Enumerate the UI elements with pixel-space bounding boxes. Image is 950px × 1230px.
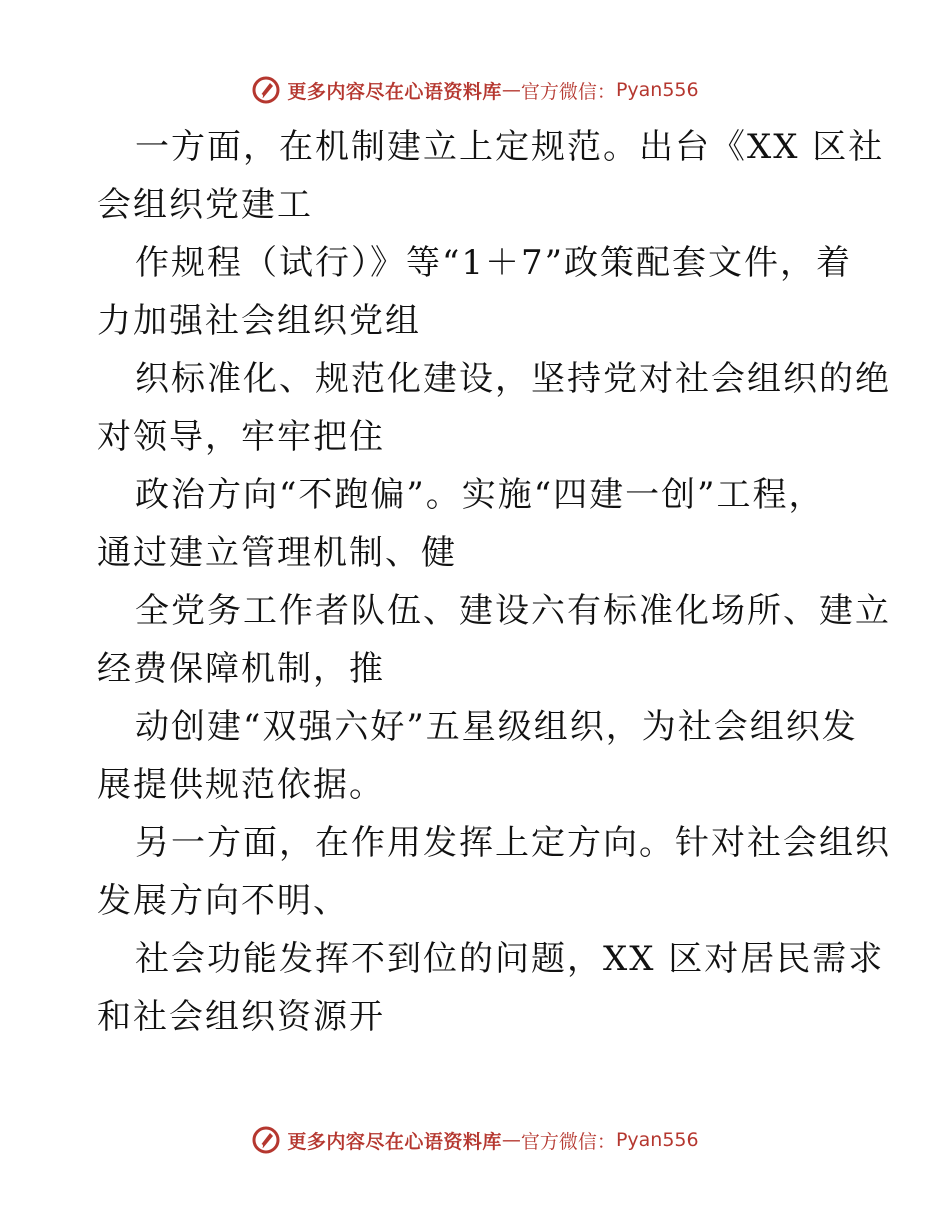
text-line: 经费保障机制，推: [97, 649, 385, 689]
text-line: 动创建“双强六好”五星级组织，为社会组织发: [135, 707, 858, 747]
pen-logo-icon: [251, 1125, 281, 1155]
text-line: 政治方向“不跑偏”。实施“四建一创”工程，: [135, 475, 825, 515]
banner-wechat-id: Pyan556: [615, 1129, 699, 1151]
text-line: 通过建立管理机制、健: [97, 533, 457, 573]
banner-separator: —: [501, 1129, 521, 1151]
banner-wechat-label: 官方微信：: [520, 80, 616, 103]
document-body: [97, 118, 891, 1046]
text-line: 社会功能发挥不到位的问题，XX 区对居民需求: [135, 939, 885, 979]
banner-wechat-id: Pyan556: [615, 79, 699, 101]
text-line: 和社会组织资源开: [97, 997, 385, 1037]
text-line: 力加强社会组织党组: [97, 301, 421, 341]
text-line: 另一方面，在作用发挥上定方向。针对社会组织: [135, 823, 891, 863]
banner-separator: —: [501, 79, 521, 101]
text-line: 织标准化、规范化建设，坚持党对社会组织的绝: [135, 359, 891, 399]
text-line: 展提供规范依据。: [97, 765, 385, 805]
text-line: 作规程（试行）》等“1＋7”政策配套文件，着: [135, 243, 853, 283]
header-banner: [0, 70, 950, 110]
text-line: 会组织党建工: [97, 185, 313, 225]
banner-text: 更多内容尽在心语资料库: [287, 1130, 502, 1153]
banner-wechat-label: 官方微信：: [520, 1130, 616, 1153]
text-line: 发展方向不明、: [97, 881, 349, 921]
banner-text: 更多内容尽在心语资料库: [287, 80, 502, 103]
text-line: 一方面，在机制建立上定规范。出台《XX 区社: [135, 127, 885, 167]
text-line: 对领导，牢牢把住: [97, 417, 385, 457]
footer-banner: [0, 1120, 950, 1160]
pen-logo-icon: [251, 75, 281, 105]
text-line: 全党务工作者队伍、建设六有标准化场所、建立: [135, 591, 891, 631]
